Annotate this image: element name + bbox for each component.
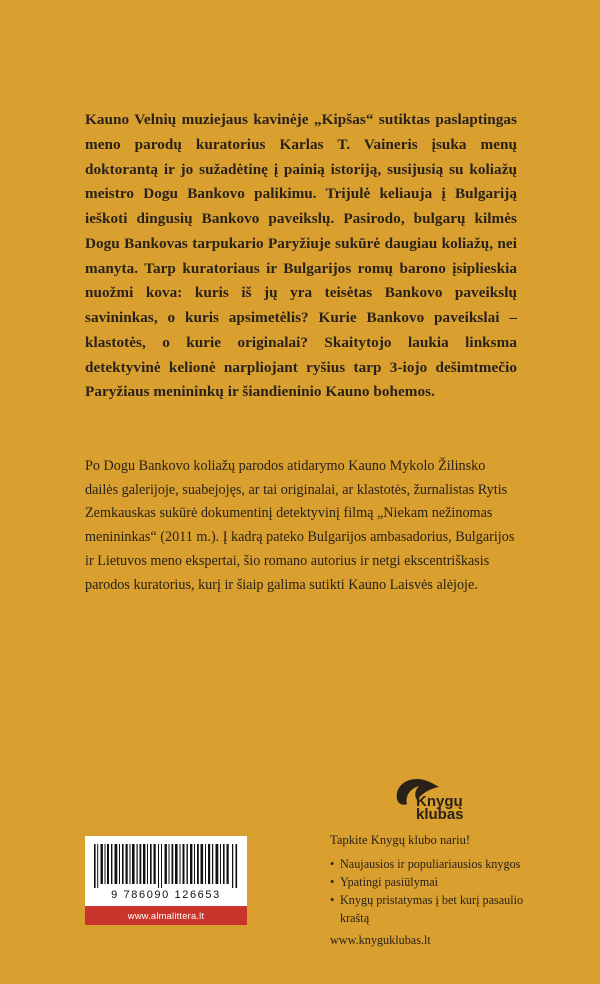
list-item: • Ypatingi pasiūlymai	[330, 873, 540, 891]
blurb-text-block	[85, 108, 517, 405]
knygu-klubas-logo	[387, 775, 483, 823]
club-url: www.knyguklubas.lt	[330, 933, 431, 948]
blurb-paragraph: Kauno Velnių muziejaus kavinėje „Kipšas“ sutiktas paslaptingas meno parodų kuratorius Karlas T. Vaineris įsuka menų doktorantą ir jo sužadėtinę į painią istoriją, susijusią su koliažų meistro Dogu Bankovo palikimu. Trijulė keliauja į Bulgariją ieškoti dingusių Bankovo paveikslų. Pasirodo, bulgarų kilmės Dogu Bankovas tarpukario Paryžiuje sukūrė daugiau koliažų, nei manyta. Tarp kuratoriaus ir Bulgarijos romų barono įsiplieskia nuožmi kova: kuris iš jų yra teisėtas Bankovo paveikslų savininkas, o kuris apsimetėlis? Kurie Bankovo paveikslai – klastotės, o kurie originalai? Skaitytojo laukia linksma detektyvinė kelionė narpliojant ryšius tarp 3-iojo dešimtmečio Paryžiaus menininkų ir šiandieninio Kauno bohemos.	[85, 111, 517, 401]
list-item: • Naujausios ir populiariausios knygos	[330, 855, 540, 873]
svg-text:klubas: klubas	[416, 806, 464, 823]
publisher-url-bar: www.almalittera.lt	[85, 906, 247, 925]
club-benefits-list	[330, 855, 540, 927]
barcode-panel	[85, 836, 247, 906]
list-item: • Knygų pristatymas į bet kurį pasaulio kraštą	[330, 891, 540, 927]
barcode-icon	[92, 844, 240, 888]
svg-text:Knygų: Knygų	[416, 793, 463, 810]
barcode-block	[85, 836, 247, 925]
secondary-paragraph: Po Dogu Bankovo koliažų parodos atidarymo Kauno Mykolo Žilinsko dailės galerijoje, suabejojęs, ar tai originalai, ar klastotės, žurnalistas Rytis Zemkauskas sukūrė dokumentinį detektyvinį filmą „Niekam nežinomas menininkas“ (2011 m.). Į kadrą pateko Bulgarijos ambasadorius, Bulgarijos ir Lietuvos meno ekspertai, šio romano autorius ir netgi ekscentriškasis parodos kuratorius, kurį ir šiaip galima sutikti Kauno Laisvės alėjoje.	[85, 458, 515, 593]
barcode-digits: 9 786090 126653	[111, 889, 221, 901]
secondary-text-block	[85, 455, 517, 597]
club-heading: Tapkite Knygų klubo nariu!	[330, 833, 471, 847]
book-club-info	[330, 775, 540, 948]
